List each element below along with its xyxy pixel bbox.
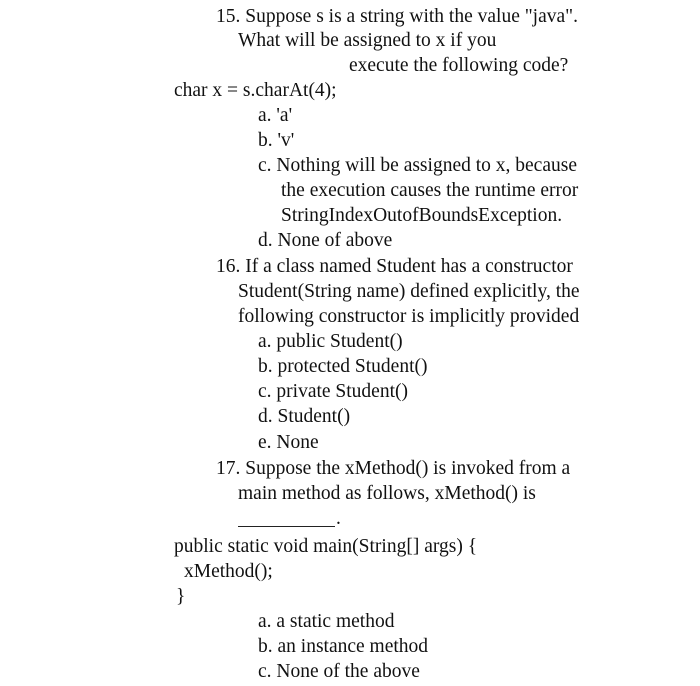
q15-option-c-line-3: StringIndexOutofBoundsException. [281, 205, 563, 226]
q17-line-2: main method as follows, xMethod() is [238, 483, 536, 504]
q16-option-b: b. protected Student() [258, 356, 428, 377]
answer-blank-period: . [336, 508, 341, 529]
q17-code-line-3: } [176, 586, 186, 607]
q17-line-1: 17. Suppose the xMethod() is invoked from a [216, 458, 571, 479]
q16-line-2: Student(String name) defined explicitly, the [238, 281, 580, 302]
q15-line-2: What will be assigned to x if you [238, 30, 497, 51]
q16-line-1: 16. If a class named Student has a constructor [216, 256, 573, 277]
q16-option-c: c. private Student() [258, 381, 408, 402]
q16-option-d: d. Student() [258, 406, 351, 427]
q17-code-line-1: public static void main(String[] args) { [174, 536, 478, 557]
q16-option-a: a. public Student() [258, 331, 403, 352]
q17-option-c: c. None of the above [258, 661, 420, 682]
q16-option-e: e. None [258, 432, 319, 453]
q15-option-d: d. None of above [258, 230, 393, 251]
q17-option-a: a. a static method [258, 611, 395, 632]
answer-blank [238, 526, 335, 527]
q15-option-c-line-1: c. Nothing will be assigned to x, because [258, 155, 577, 176]
q15-code: char x = s.charAt(4); [174, 80, 337, 101]
q15-line-1: 15. Suppose s is a string with the value "java". [216, 6, 578, 27]
q15-option-a: a. 'a' [258, 105, 293, 126]
q15-line-3: execute the following code? [349, 55, 569, 76]
q17-code-line-2: xMethod(); [184, 561, 273, 582]
q15-option-b: b. 'v' [258, 130, 295, 151]
q16-line-3: following constructor is implicitly provided [238, 306, 580, 327]
q15-option-c-line-2: the execution causes the runtime error [281, 180, 579, 201]
q17-option-b: b. an instance method [258, 636, 429, 657]
